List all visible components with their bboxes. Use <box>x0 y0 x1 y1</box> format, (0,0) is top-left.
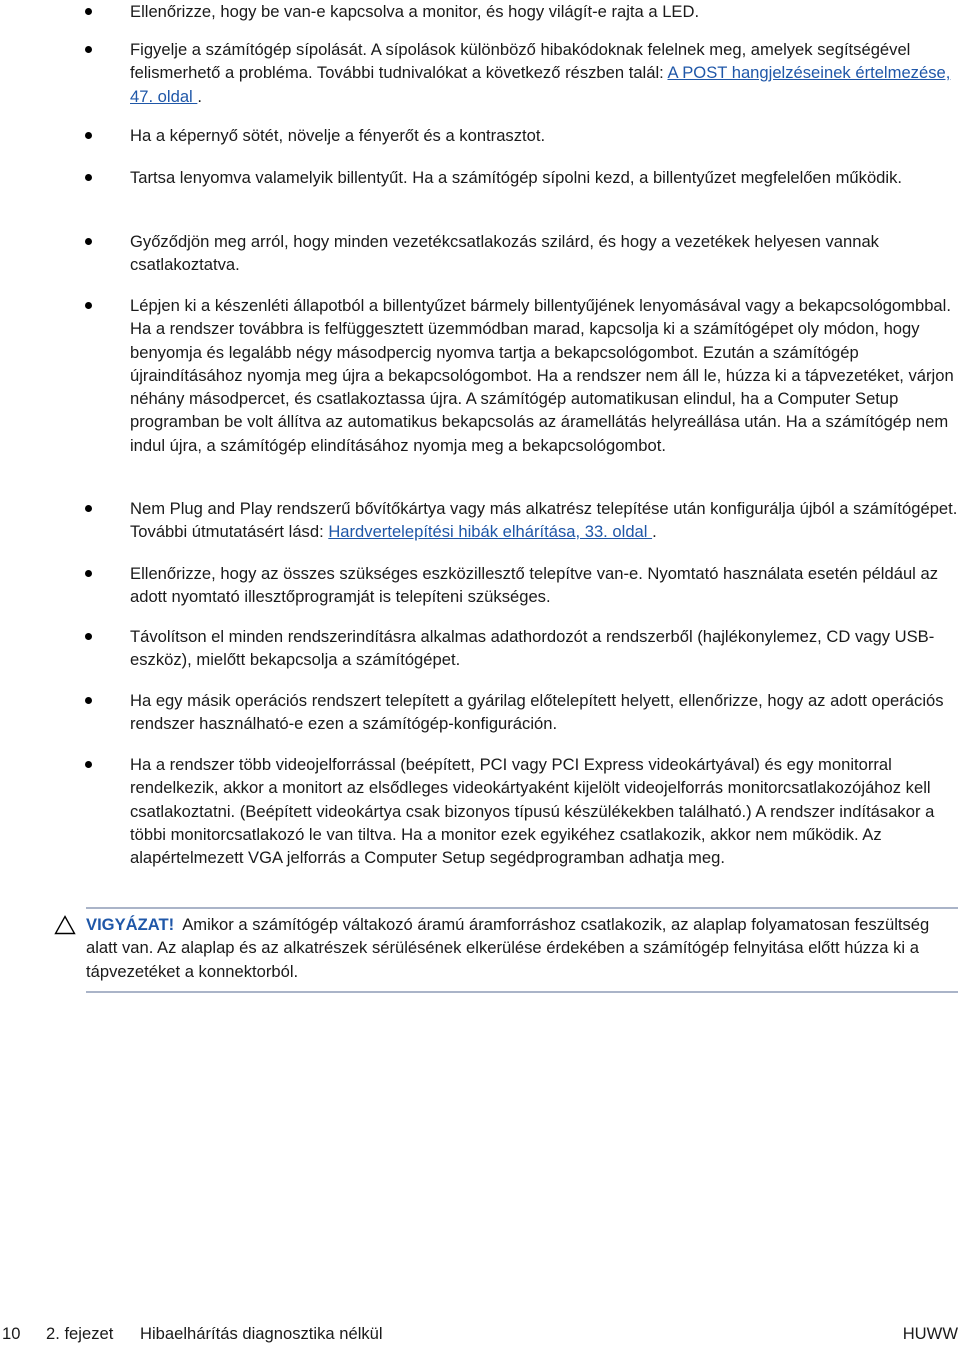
caution-text: Amikor a számítógép váltakozó áramú áramforráshoz csatlakozik, az alaplap folyamatosan feszültség alatt van. Az alaplap és az alkatrészek sérülésének elkerülése érdekében a számítógép felnyitása előtt húzza ki a tápvezetéket a konnektorból. <box>86 915 930 981</box>
list-item <box>130 0 960 23</box>
chapter-number: 2. fejezet <box>46 1324 114 1343</box>
caution-box <box>86 907 958 993</box>
list-item <box>130 294 960 457</box>
page-footer <box>0 1322 960 1346</box>
list-item-text: Ellenőrizze, hogy be van-e kapcsolva a monitor, és hogy világít-e rajta a LED. <box>130 2 700 21</box>
bullet-icon <box>85 46 92 53</box>
bullet-icon <box>85 570 92 577</box>
list-item <box>130 497 960 544</box>
list-item-text: Győződjön meg arról, hogy minden vezetékcsatlakozás szilárd, és hogy a vezetékek helyesen vannak csatlakoztatva. <box>130 232 879 275</box>
list-item-text: Ha egy másik operációs rendszert telepített a gyárilag előtelepített helyett, ellenőrizze, hogy az adott operációs rendszer használható-e ezen a számítógép-konfiguráción. <box>130 691 944 734</box>
bullet-icon <box>85 238 92 245</box>
list-item-text: Távolítson el minden rendszerindításra alkalmas adathordozót a rendszerből (hajlékonylemez, CD vagy USB-eszköz), mielőtt bekapcsolja a számítógépet. <box>130 627 935 670</box>
brand-code: HUWW <box>902 1324 958 1343</box>
bullet-icon <box>85 697 92 704</box>
post-beep-codes-link[interactable]: A POST hangjelzéseinek értelmezése, 47. oldal <box>130 63 951 106</box>
list-item-text: Lépjen ki a készenléti állapotból a billentyűzet bármely billentyűjének lenyomásával vagy a bekapcsológombbal. Ha a rendszer továbbra is felfüggesztett üzemmódban marad, kapcsolja ki a számítógépet oly módon, hogy benyomja és legalább négy másodpercig nyomva tartja a bekapcsológombot. Ezután a számítógép újraindításához nyomja meg újra a bekapcsológombot. Ha a rendszer nem áll le, húzza ki a tápvezetéket, várjon néhány másodpercet, és csatlakoztassa újra. A számítógép automatikusan elindul, ha a Computer Setup programban be volt állítva az automatikus bekapcsolás az áramellátás helyreállása után. Ha a számítógép nem indul újra, a számítógép elindításához nyomja meg a bekapcsológombot. <box>130 296 954 455</box>
list-item-text: Ellenőrizze, hogy az összes szükséges eszközillesztő telepítve van-e. Nyomtató használata esetén például az adott nyomtató illesztőprogramját is telepíteni szükséges. <box>130 564 938 607</box>
list-item-text-end: . <box>197 86 202 106</box>
bullet-icon <box>85 174 92 181</box>
list-item-text: Nem Plug and Play rendszerű bővítőkártya vagy más alkatrész telepítése után konfigurálja újból a számítógépet. További útmutatásért lásd: <box>130 499 958 542</box>
hardware-install-link[interactable]: Hardvertelepítési hibák elhárítása, 33. oldal <box>328 522 653 542</box>
list-item <box>130 753 960 869</box>
list-item-text: Tartsa lenyomva valamelyik billentyűt. Ha a számítógép sípolni kezd, a billentyűzet megfelelően működik. <box>130 168 902 187</box>
bullet-icon <box>85 302 92 309</box>
bullet-icon <box>85 132 92 139</box>
list-item-text: Ha a rendszer több videojelforrással (beépített, PCI vagy PCI Express videokártyával) és egy monitorral rendelkezik, akkor a monitort az elsődleges videokártyaként kijelölt videojelforrás monitorcsatlakozójához kell csatlakoztatni. (Beépített videokártya csak bizonyos típusú készülékekben található.) A rendszer indításakor a többi monitorcsatlakozó le van tiltva. Ha a monitor ezek egyikéhez csatlakozik, akkor nem működik. Az alapértelmezett VGA jelforrás a Computer Setup segédprogramban adhatja meg. <box>130 755 935 868</box>
page-number: 10 <box>2 1324 21 1343</box>
list-item-text-end: . <box>652 522 657 542</box>
bullet-icon <box>85 505 92 512</box>
caution-label: VIGYÁZAT! <box>86 915 175 934</box>
bullet-icon <box>85 633 92 640</box>
bullet-icon <box>85 761 92 768</box>
warning-triangle-icon <box>54 915 76 935</box>
list-item <box>130 38 960 108</box>
list-item-text: Ha a képernyő sötét, növelje a fényerőt és a kontrasztot. <box>130 126 546 145</box>
list-item <box>130 166 960 189</box>
list-item-text: Figyelje a számítógép sípolását. A sípolások különböző hibakódoknak felelnek meg, amelyek segítségével felismerhető a probléma. További tudnivalókat a következő részben talál: <box>130 40 911 83</box>
list-item <box>130 625 960 672</box>
list-item <box>130 230 960 277</box>
list-item <box>130 562 960 609</box>
list-item <box>130 689 960 736</box>
bullet-icon <box>85 8 92 15</box>
list-item <box>130 124 960 147</box>
chapter-title: Hibaelhárítás diagnosztika nélkül <box>140 1324 383 1343</box>
